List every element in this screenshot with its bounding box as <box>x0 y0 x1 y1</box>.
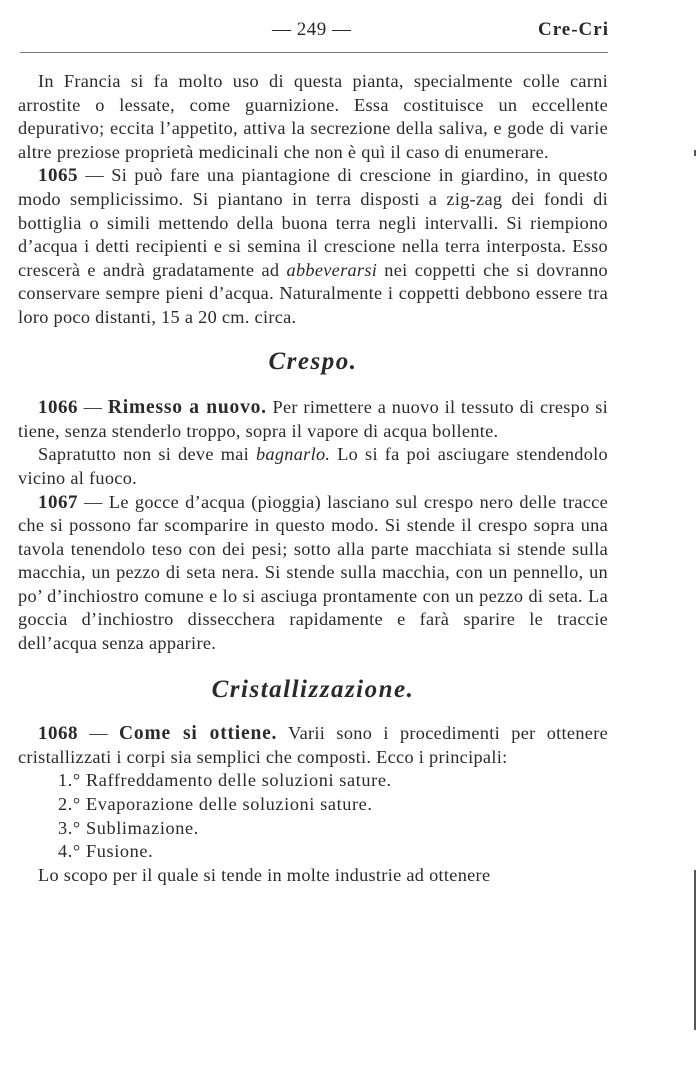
page-edge-mark <box>694 150 696 156</box>
paragraph-text-tail: nei coppetti che si dovranno conservare sempre pieni d’acqua. Naturalmente i coppetti debbono essere tra loro poco distanti, 15 a 20 cm. circa. <box>18 259 608 327</box>
section-heading-cristallizzazione: Cristallizzazione. <box>211 675 415 703</box>
header-rule <box>20 52 608 53</box>
list-item: 2.° Evaporazione delle soluzioni sature. <box>58 794 373 815</box>
page-number: — 249 — <box>272 19 352 40</box>
paragraph-title: Come si ottiene. <box>119 723 278 745</box>
emphasis-text: abbeverarsi <box>286 259 378 280</box>
paragraph-text: Per rimettere a nuovo il tessuto di crespo si tiene, senza stenderlo troppo, sopra il vapore di acqua bollente. <box>18 397 608 441</box>
paragraph-intro: In Francia si fa molto uso di questa pianta, specialmente colle carni arrostite o lessate, come guarnizione. Essa costituisce un eccellente depurativo; eccita l’appetito, attiva la secrezione della saliva, e gode di varie altre preziose proprietà medicinali che non è quì il caso di enumerare. <box>18 71 608 162</box>
paragraph-number: 1066 <box>38 397 78 419</box>
running-head: Cre-Cri <box>537 19 609 40</box>
paragraph-1065 <box>18 164 608 329</box>
paragraph-text: — Le gocce d’acqua (pioggia) lasciano sul crespo nero delle tracce che si possono far scomparire in questo modo. Si stende il crespo sopra una tavola tenendolo teso con dei pesi; sotto alla parte macchiata si stende sulla macchia, un pezzo di seta nera. Si stende sulla macchia, con un pennello, un po’ d’inchiostro comune e lo si asciuga prontamente con un pezzo di seta. La goccia d’inchiostro dissecchera rapidamente e farà sparire le traccie dell’acqua senza apparire. <box>18 491 608 654</box>
section-heading-crespo: Crespo. <box>268 347 358 375</box>
page-edge-mark <box>694 870 696 1030</box>
paragraph-text-tail: Lo si fa poi asciugare stendendolo vicino al fuoco. <box>18 444 608 488</box>
page-body <box>18 70 608 887</box>
paragraph-number: 1067 <box>38 491 78 513</box>
list-item: 3.° Sublimazione. <box>58 817 199 838</box>
paragraph-text: Sapratutto non si deve mai <box>38 444 256 465</box>
paragraph-1068 <box>18 722 608 769</box>
paragraph-text: Varii sono i procedimenti per ottenere cristallizzati i corpi sia semplici che composti. Ecco i principali: <box>18 723 608 767</box>
dash-separator: — <box>78 397 108 418</box>
paragraph-last: Lo scopo per il quale si tende in molte industrie ad ottenere <box>38 864 491 885</box>
paragraph-title: Rimesso a nuovo. <box>107 397 267 419</box>
paragraph-1067 <box>18 491 608 656</box>
list-item: 4.° Fusione. <box>58 841 154 862</box>
paragraph-sapratutto <box>18 443 608 490</box>
paragraph-number: 1068 <box>38 723 78 745</box>
emphasis-text: bagnarlo. <box>255 444 331 465</box>
paragraph-number: 1065 <box>38 165 78 187</box>
paragraph-text: — Si può fare una piantagione di crescione in giardino, in questo modo semplicissimo. Si piantano in terra disposti a zig-zag dei fondi di bottiglia o simili mettendo della buona terra negli intervalli. Si riempiono d’acqua i detti recipienti e si semina il crescione nella terra interposta. Esso crescerà e andrà gradatamente ad <box>18 165 608 280</box>
paragraph-1066 <box>18 396 608 443</box>
dash-separator: — <box>78 723 120 744</box>
list-item: 1.° Raffreddamento delle soluzioni sature. <box>58 770 392 791</box>
